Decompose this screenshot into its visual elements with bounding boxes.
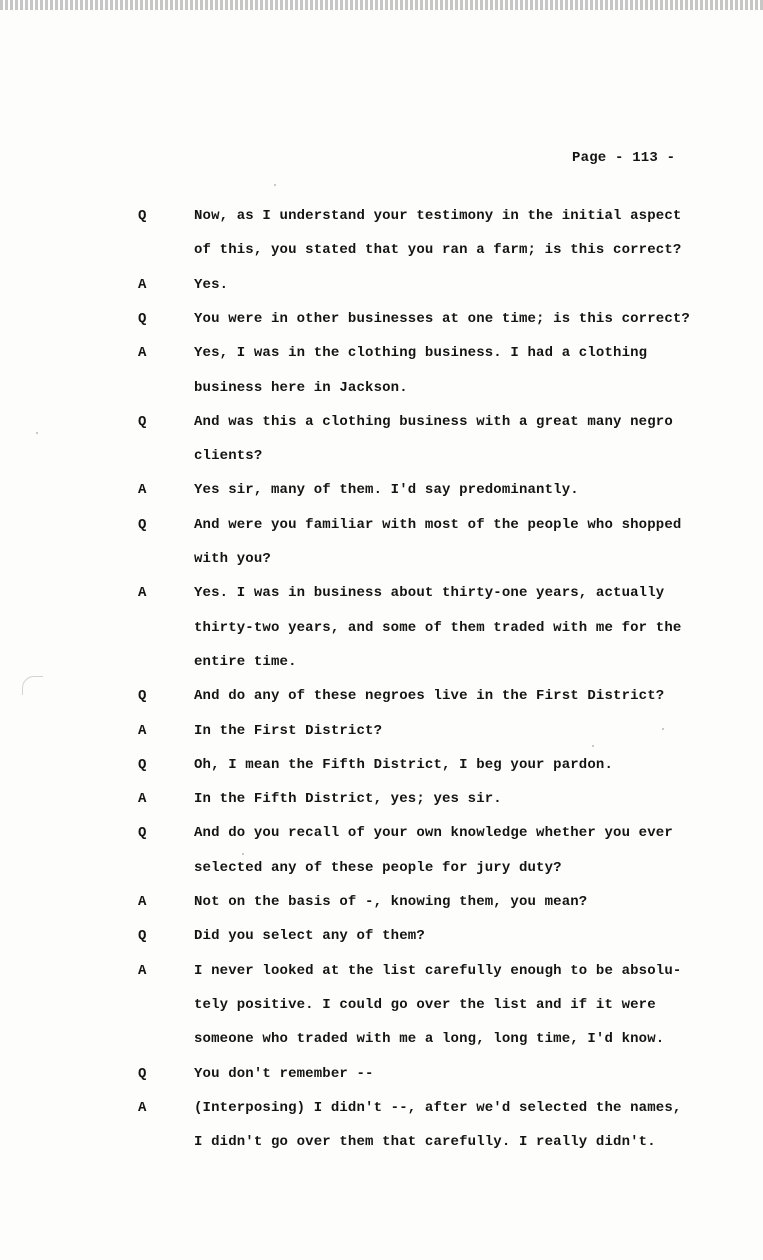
answer-marker: A [138, 585, 147, 602]
answer-marker: A [138, 482, 147, 499]
answer-marker: A [138, 962, 147, 979]
answer-text: someone who traded with me a long, long time, I'd know. [194, 1031, 665, 1048]
scan-speck [662, 728, 664, 730]
answer-text: thirty-two years, and some of them traded with me for the [194, 619, 682, 636]
answer-text: Yes. I was in business about thirty-one years, actually [194, 585, 665, 602]
question-marker: Q [138, 413, 147, 430]
question-text: of this, you stated that you ran a farm; is this correct? [194, 242, 682, 259]
question-marker: Q [138, 756, 147, 773]
answer-text: Not on the basis of -, knowing them, you mean? [194, 894, 588, 910]
answer-text: business here in Jackson. [194, 379, 408, 396]
question-marker: Q [138, 516, 147, 533]
margin-mark [22, 676, 43, 695]
answer-text: I didn't go over them that carefully. I really didn't. [194, 1134, 656, 1151]
answer-text: In the First District? [194, 722, 383, 739]
answer-text: Yes sir, many of them. I'd say predominantly. [194, 482, 579, 499]
question-text: You don't remember -- [194, 1065, 374, 1082]
question-text: Oh, I mean the Fifth District, I beg your pardon. [194, 756, 614, 773]
question-text: And was this a clothing business with a great many negro [194, 413, 673, 430]
question-text: selected any of these people for jury duty? [194, 859, 562, 876]
answer-text: (Interposing) I didn't --, after we'd selected the names, [194, 1099, 682, 1116]
question-text: And were you familiar with most of the people who shopped [194, 516, 682, 533]
question-text: And do you recall of your own knowledge whether you ever [194, 825, 673, 842]
answer-text: I never looked at the list carefully enough to be absolu- [194, 962, 682, 979]
question-marker: Q [138, 688, 147, 705]
scan-speck [242, 853, 244, 855]
answer-marker: A [138, 894, 147, 910]
answer-text: entire time. [194, 653, 297, 670]
question-marker: Q [138, 928, 147, 945]
scan-speck [274, 184, 276, 186]
page-number-header: Page - 113 - [572, 150, 676, 166]
question-marker: Q [138, 825, 147, 842]
scan-top-edge [0, 0, 763, 10]
question-marker: Q [138, 1065, 147, 1082]
answer-marker: A [138, 345, 147, 362]
question-text: And do any of these negroes live in the First District? [194, 688, 665, 705]
question-text: You were in other businesses at one time; is this correct? [194, 310, 690, 327]
answer-text: Yes. [194, 276, 229, 293]
answer-text: tely positive. I could go over the list and if it were [194, 996, 656, 1013]
answer-marker: A [138, 276, 147, 293]
question-text: Did you select any of them? [194, 928, 425, 945]
question-marker: Q [138, 310, 147, 327]
question-text: clients? [194, 448, 263, 465]
answer-marker: A [138, 1099, 147, 1116]
answer-text: Yes, I was in the clothing business. I had a clothing [194, 345, 648, 362]
answer-marker: A [138, 722, 147, 739]
scan-speck [36, 432, 38, 434]
question-text: with you? [194, 551, 271, 567]
answer-text: In the Fifth District, yes; yes sir. [194, 791, 502, 808]
scan-speck [592, 745, 594, 747]
question-text: Now, as I understand your testimony in the initial aspect [194, 208, 682, 224]
answer-marker: A [138, 791, 147, 808]
question-marker: Q [138, 208, 147, 224]
